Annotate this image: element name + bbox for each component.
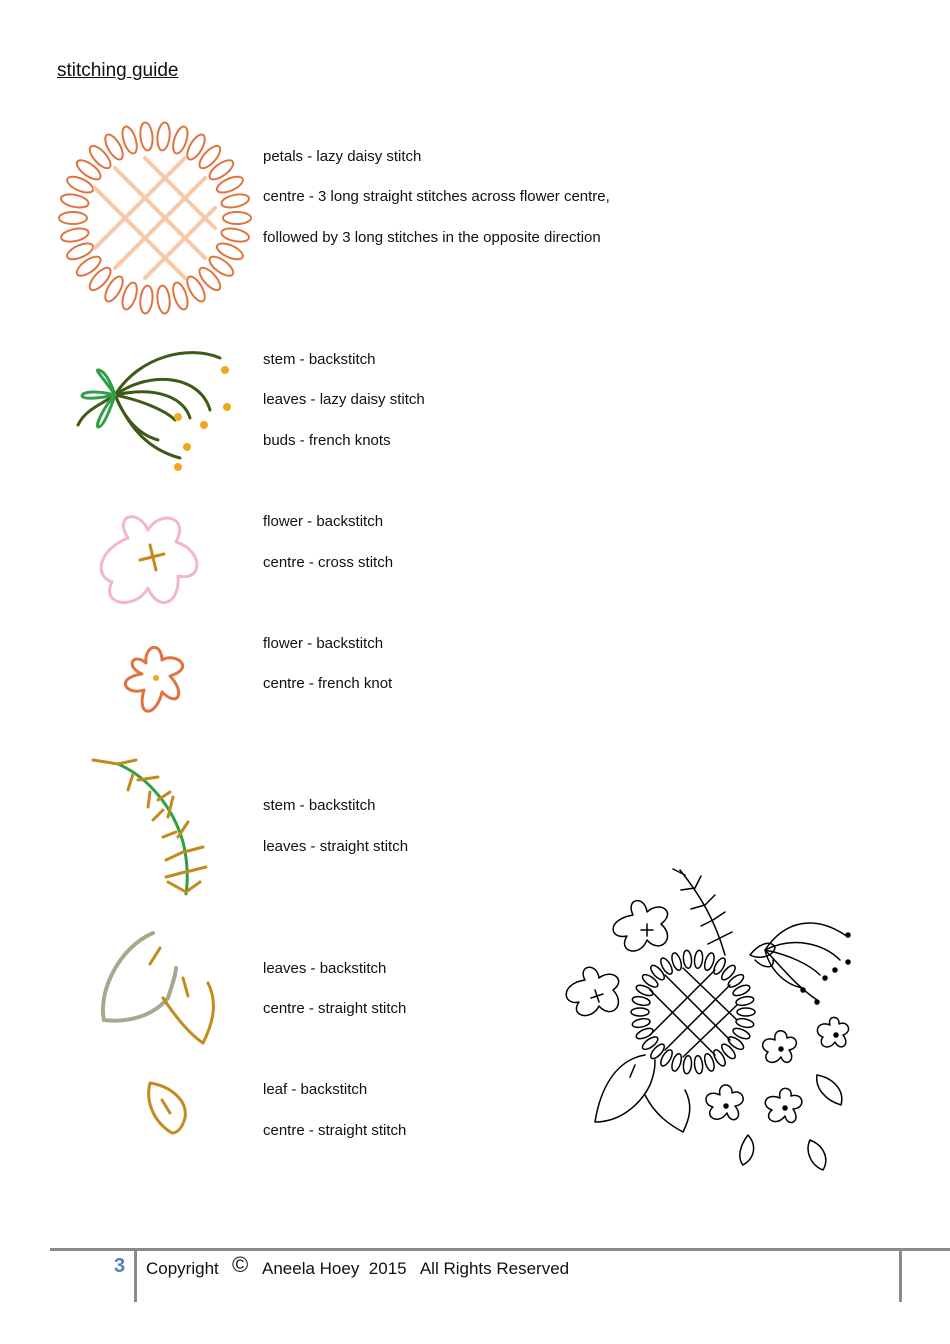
guide-spray-line-3: buds - french knots bbox=[263, 432, 391, 449]
fern-illustration bbox=[88, 752, 218, 902]
petal bbox=[196, 265, 224, 294]
guide-fern-line-2: leaves - straight stitch bbox=[263, 838, 409, 855]
petal bbox=[74, 253, 104, 279]
leaf-illustration bbox=[140, 1078, 195, 1138]
petal bbox=[196, 143, 224, 172]
petal bbox=[649, 1042, 667, 1061]
orange-flower-illustration bbox=[116, 638, 196, 718]
guide-orange-flower-line-1: flower - backstitch bbox=[263, 635, 384, 652]
petal bbox=[649, 963, 667, 982]
petal bbox=[632, 995, 651, 1007]
page-title: stitching guide bbox=[57, 60, 179, 81]
guide-spray-line-1: stem - backstitch bbox=[263, 351, 376, 368]
petal bbox=[215, 173, 245, 195]
petal bbox=[139, 122, 154, 151]
guide-sunflower-line-3: followed by 3 long stitches in the opposite direction bbox=[263, 229, 601, 246]
petal bbox=[86, 143, 114, 172]
petal bbox=[65, 173, 95, 195]
guide-orange-flower-line-2: centre - french knot bbox=[263, 675, 393, 692]
petal bbox=[683, 1055, 693, 1074]
copyright-icon: © bbox=[232, 1252, 249, 1277]
guide-leaf-line-1: leaf - backstitch bbox=[263, 1081, 368, 1098]
footer-divider-left bbox=[134, 1250, 137, 1302]
petal bbox=[640, 1035, 659, 1052]
footer-divider-right bbox=[899, 1250, 902, 1302]
petal bbox=[735, 995, 754, 1007]
copyright-label: Copyright bbox=[146, 1259, 219, 1278]
petal bbox=[139, 285, 154, 314]
petal bbox=[632, 1017, 651, 1029]
petal bbox=[60, 192, 90, 210]
guide-leaves-line-2: centre - straight stitch bbox=[263, 1000, 407, 1017]
guide-sunflower-line-1: petals - lazy daisy stitch bbox=[263, 148, 422, 165]
petal bbox=[156, 122, 171, 151]
copyright-owner: Aneela Hoey 2015 All Rights Reserved bbox=[262, 1259, 570, 1278]
guide-spray-line-2: leaves - lazy daisy stitch bbox=[263, 391, 425, 408]
guide-leaf-line-2: centre - straight stitch bbox=[263, 1122, 407, 1139]
petal bbox=[737, 1008, 755, 1016]
petal bbox=[59, 212, 87, 224]
petal bbox=[732, 983, 752, 998]
full-pattern-illustration bbox=[555, 860, 870, 1175]
petal bbox=[220, 192, 250, 210]
guide-pink-flower-line-1: flower - backstitch bbox=[263, 513, 384, 530]
petal bbox=[220, 226, 250, 244]
petal bbox=[719, 1042, 737, 1061]
petal bbox=[726, 1035, 745, 1052]
guide-fern-line-1: stem - backstitch bbox=[263, 797, 376, 814]
page-number: 3 bbox=[114, 1255, 126, 1277]
footer-rule bbox=[50, 1248, 950, 1251]
petal bbox=[60, 226, 90, 244]
petal bbox=[735, 1017, 754, 1029]
petal bbox=[631, 1008, 649, 1016]
petal bbox=[156, 285, 171, 314]
petal bbox=[86, 265, 114, 294]
guide-sunflower-line-2: centre - 3 long straight stitches across flower centre, bbox=[263, 188, 610, 205]
guide-leaves-line-1: leaves - backstitch bbox=[263, 960, 387, 977]
petal bbox=[74, 157, 104, 183]
guide-pink-flower-line-2: centre - cross stitch bbox=[263, 554, 394, 571]
petal bbox=[215, 240, 245, 262]
petal bbox=[206, 157, 236, 183]
petal bbox=[694, 1055, 704, 1074]
petal bbox=[732, 1026, 752, 1041]
petal bbox=[694, 950, 704, 969]
leaves-illustration bbox=[98, 928, 228, 1053]
petal bbox=[719, 963, 737, 982]
sunflower-illustration bbox=[55, 118, 255, 318]
petal bbox=[65, 240, 95, 262]
petal bbox=[223, 212, 251, 224]
spray-illustration bbox=[70, 340, 240, 480]
petal bbox=[640, 972, 659, 989]
petal bbox=[683, 950, 693, 969]
petal bbox=[206, 253, 236, 279]
pink-flower-illustration bbox=[98, 510, 204, 614]
